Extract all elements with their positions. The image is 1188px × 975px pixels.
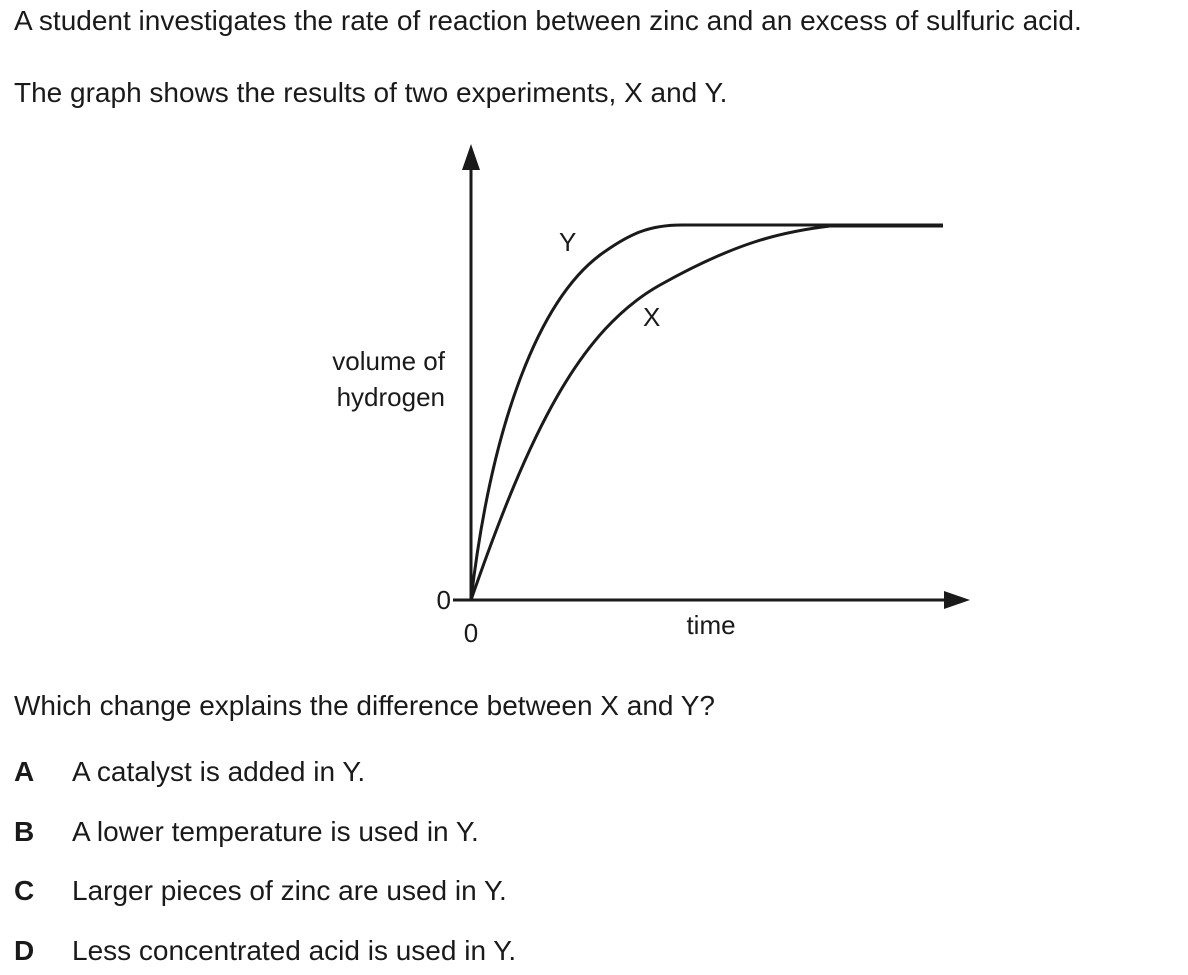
- x-axis-label: time: [686, 610, 736, 640]
- intro-text-line-1: A student investigates the rate of reaction between zinc and an excess of sulfuric acid.: [14, 5, 1082, 36]
- curve-y: [471, 225, 943, 600]
- option-text: Larger pieces of zinc are used in Y.: [72, 875, 507, 906]
- option-text: Less concentrated acid is used in Y.: [72, 935, 517, 966]
- intro-text-line-2: The graph shows the results of two experiments, X and Y.: [14, 77, 728, 108]
- y-origin-label: 0: [436, 585, 451, 615]
- curve-x: [471, 226, 943, 600]
- y-axis-arrowhead: [462, 144, 480, 170]
- curve-x-label: X: [643, 302, 661, 332]
- option-letter: D: [14, 935, 35, 966]
- x-axis-arrowhead: [944, 591, 970, 609]
- option-text: A lower temperature is used in Y.: [72, 816, 479, 847]
- x-origin-label: 0: [463, 618, 479, 648]
- question-text: Which change explains the difference between X and Y?: [14, 690, 715, 721]
- curve-y-label: Y: [559, 227, 577, 257]
- y-axis-label-line-2: hydrogen: [336, 382, 445, 412]
- y-axis-label-line-1: volume of: [332, 346, 445, 376]
- option-text: A catalyst is added in Y.: [72, 756, 366, 787]
- option-letter: A: [14, 756, 35, 787]
- option-letter: C: [14, 875, 35, 906]
- option-letter: B: [14, 816, 35, 847]
